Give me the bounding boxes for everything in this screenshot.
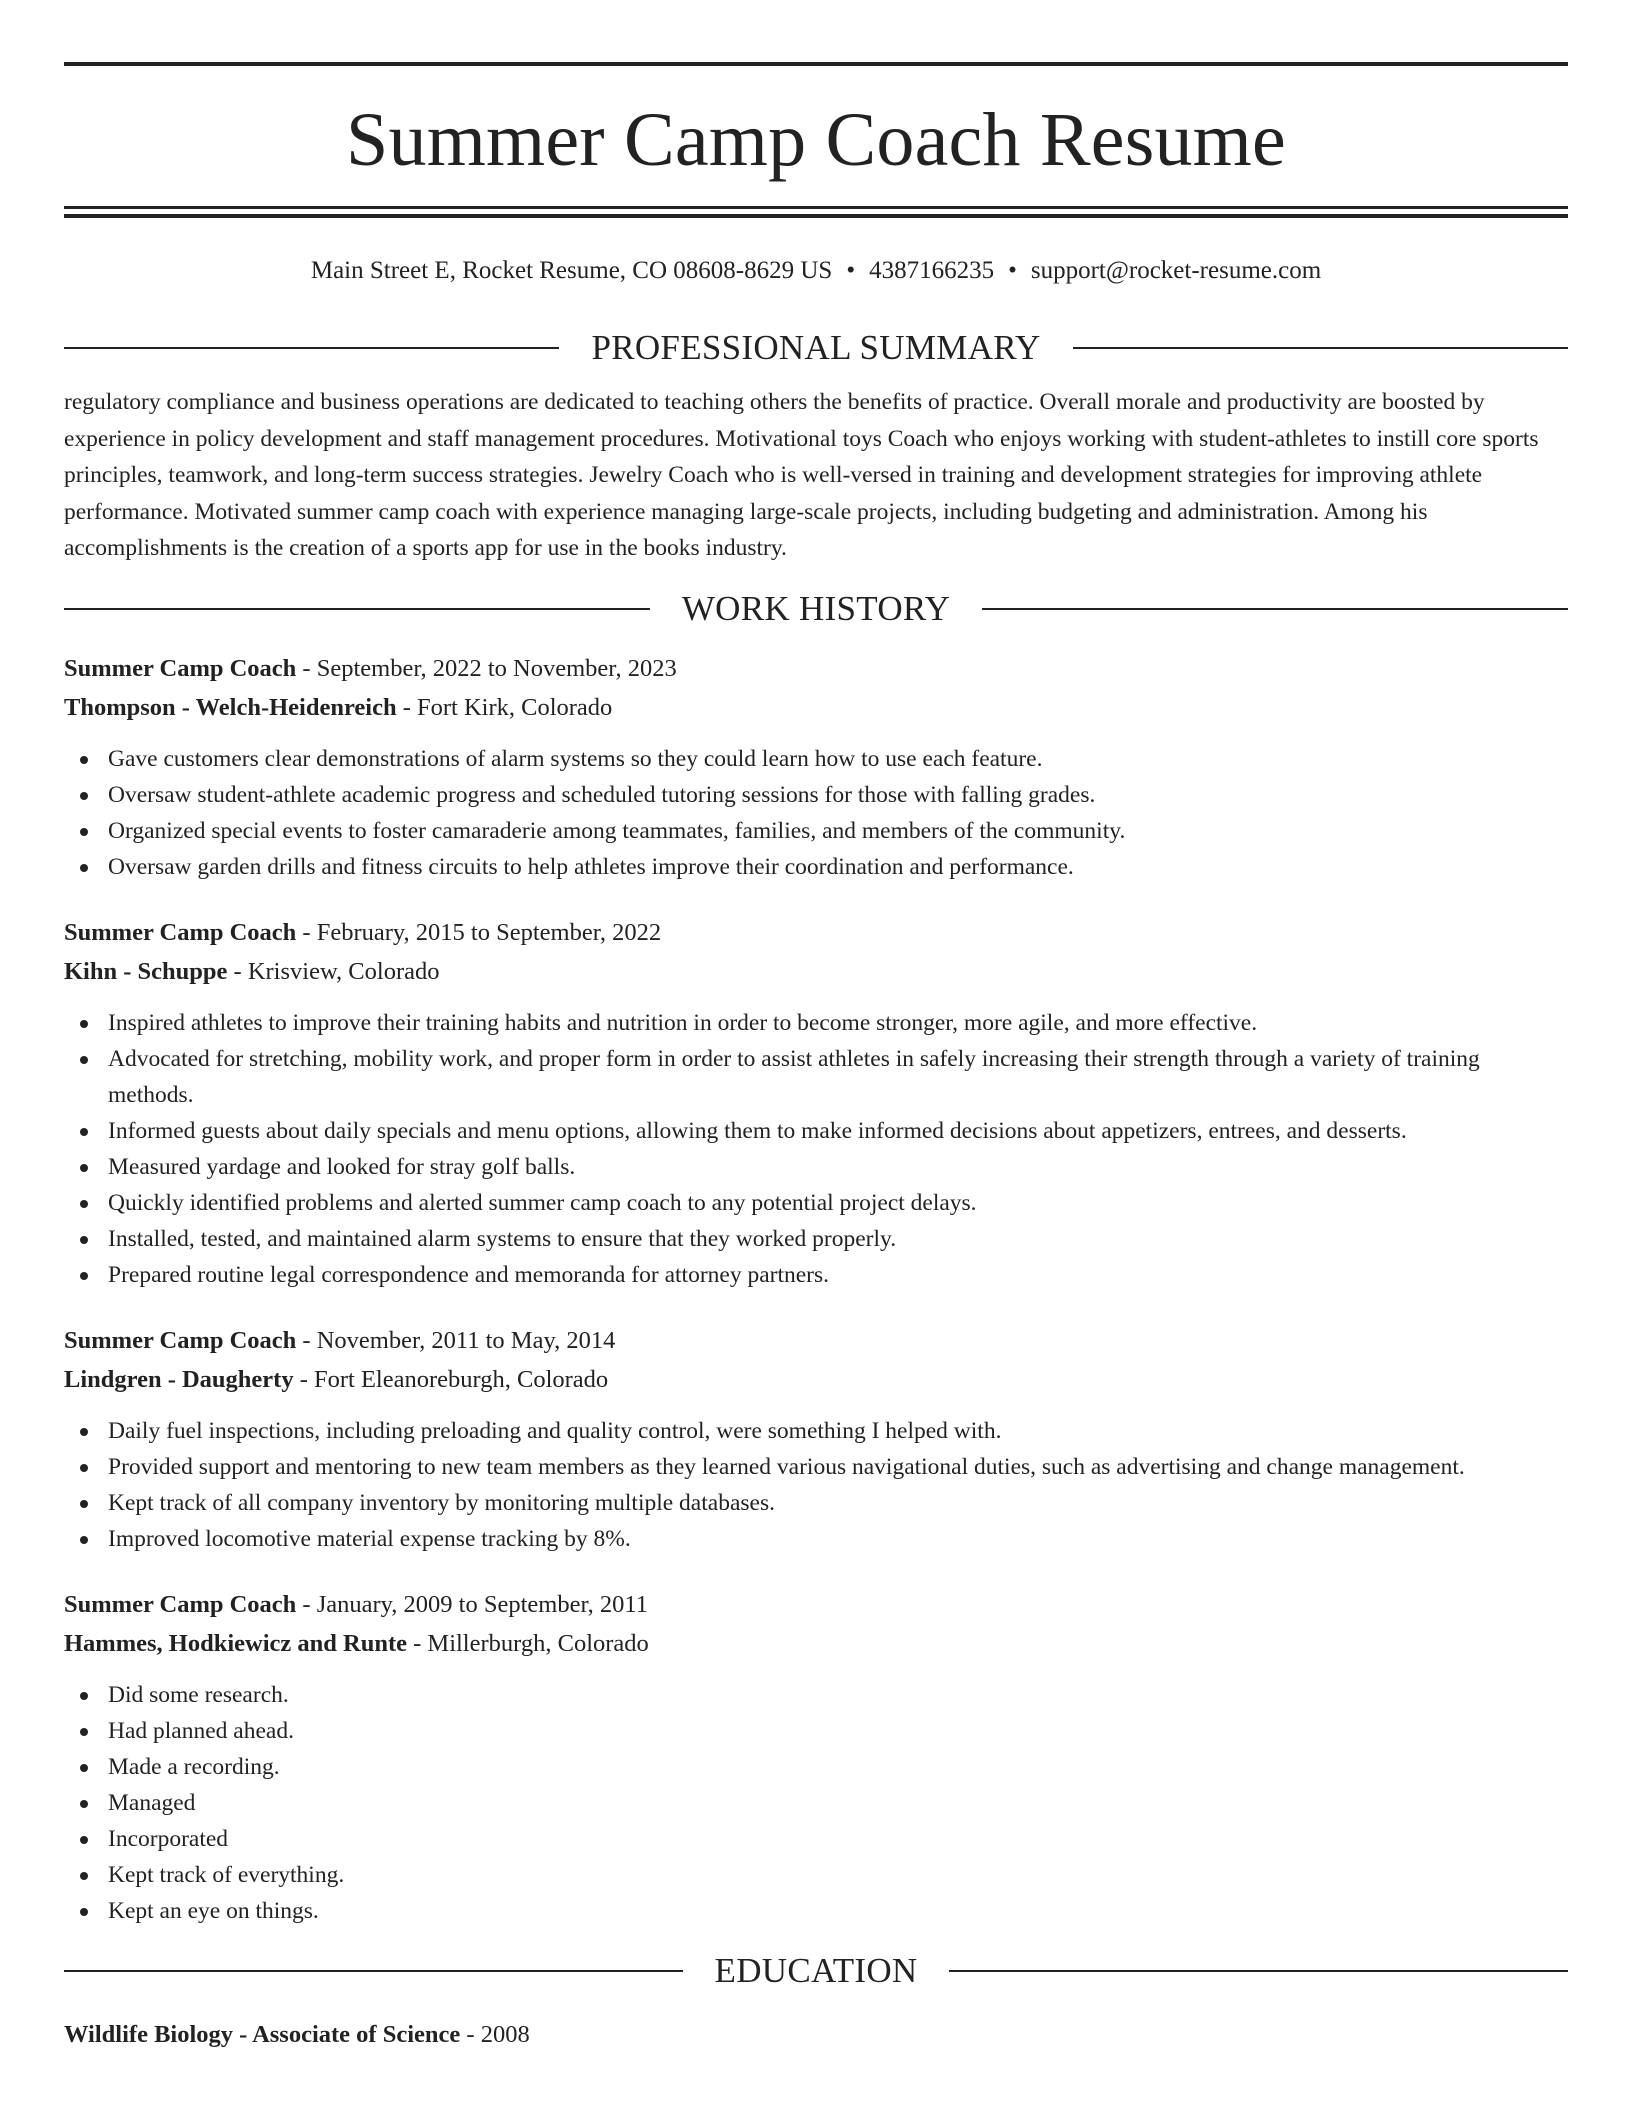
job-bullet: Managed — [64, 1785, 1568, 1821]
job-company-line — [64, 688, 1568, 727]
heading-rule-right — [1073, 347, 1568, 349]
contact-email: support@rocket-resume.com — [1030, 257, 1322, 284]
job-bullet: Kept track of all company inventory by monitoring multiple databases. — [64, 1485, 1568, 1521]
job-bullet: Oversaw garden drills and fitness circuits to help athletes improve their coordination and performance. — [64, 849, 1568, 885]
job-entry — [64, 1321, 1568, 1557]
section-heading-label: EDUCATION — [714, 1950, 918, 1990]
job-company: Thompson - Welch-Heidenreich — [64, 693, 397, 721]
job-bullets — [64, 1413, 1568, 1557]
job-bullet: Inspired athletes to improve their training habits and nutrition in order to become stronger, more agile, and more effective. — [64, 1005, 1568, 1041]
job-title: Summer Camp Coach — [64, 1326, 297, 1354]
job-entry — [64, 913, 1568, 1293]
job-bullet: Advocated for stretching, mobility work, and proper form in order to assist athletes in safely increasing their strength through a variety of training methods. — [64, 1041, 1568, 1113]
job-company: Hammes, Hodkiewicz and Runte — [64, 1629, 407, 1657]
job-company-line — [64, 952, 1568, 991]
work-history-list — [64, 649, 1568, 1929]
job-title: Summer Camp Coach — [64, 654, 297, 682]
job-bullet: Kept an eye on things. — [64, 1893, 1568, 1929]
section-heading-label: PROFESSIONAL SUMMARY — [591, 328, 1041, 367]
job-dates: - September, 2022 to November, 2023 — [296, 654, 677, 682]
job-dates: - January, 2009 to September, 2011 — [296, 1590, 648, 1618]
job-location: - Fort Kirk, Colorado — [396, 693, 613, 721]
heading-rule-left — [64, 347, 559, 349]
job-bullet: Daily fuel inspections, including preloading and quality control, were something I helped with. — [64, 1413, 1568, 1449]
job-bullet: Measured yardage and looked for stray golf balls. — [64, 1149, 1568, 1185]
job-bullet: Oversaw student-athlete academic progress and scheduled tutoring sessions for those with falling grades. — [64, 777, 1568, 813]
top-rule — [64, 62, 1568, 66]
job-location: - Krisview, Colorado — [227, 957, 440, 985]
job-title-line — [64, 649, 1568, 688]
section-heading-summary — [64, 326, 1568, 370]
job-title-line — [64, 913, 1568, 952]
resume-title: Summer Camp Coach Resume — [346, 98, 1286, 182]
job-title-line — [64, 1321, 1568, 1360]
job-bullet: Organized special events to foster camaraderie among teammates, families, and members of the community. — [64, 813, 1568, 849]
job-bullet: Prepared routine legal correspondence and memoranda for attorney partners. — [64, 1257, 1568, 1293]
job-company: Kihn - Schuppe — [64, 957, 228, 985]
job-bullet: Made a recording. — [64, 1749, 1568, 1785]
job-company-line — [64, 1624, 1568, 1663]
section-heading-label: WORK HISTORY — [681, 588, 951, 628]
section-heading-work — [64, 587, 1568, 631]
contact-phone: 4387166235 — [869, 257, 995, 284]
professional-summary: regulatory compliance and business operations are dedicated to teaching others the benefits of practice. Overall morale and productivity are boosted by experience in policy development and staff management procedures. Motivational toys Coach who enjoys working with student-athletes to instill core sports principles, teamwork, and long-term success strategies. Jewelry Coach who is well-versed in training and development strategies for improving athlete performance. Motivated summer camp coach with experience managing large-scale projects, including budgeting and administration. Among his accomplishments is the creation of a sports app for use in the books industry. — [64, 389, 1539, 561]
job-bullet: Improved locomotive material expense tracking by 8%. — [64, 1521, 1568, 1557]
job-title: Summer Camp Coach — [64, 1590, 297, 1618]
job-bullet: Provided support and mentoring to new team members as they learned various navigational duties, such as advertising and change management. — [64, 1449, 1568, 1485]
job-bullet: Quickly identified problems and alerted summer camp coach to any potential project delays. — [64, 1185, 1568, 1221]
job-bullets — [64, 1677, 1568, 1929]
job-bullet: Gave customers clear demonstrations of alarm systems so they could learn how to use each feature. — [64, 741, 1568, 777]
heading-rule-right — [982, 608, 1568, 610]
job-dates: - November, 2011 to May, 2014 — [296, 1326, 616, 1354]
job-bullets — [64, 1005, 1568, 1293]
education-entry — [64, 2015, 1568, 2054]
job-bullet: Kept track of everything. — [64, 1857, 1568, 1893]
job-bullet: Incorporated — [64, 1821, 1568, 1857]
job-title: Summer Camp Coach — [64, 918, 297, 946]
job-title-line — [64, 1585, 1568, 1624]
heading-rule-left — [64, 608, 650, 610]
contact-address: Main Street E, Rocket Resume, CO 08608-8629 US — [310, 257, 833, 284]
title-double-rule — [64, 206, 1568, 218]
contact-separator: • — [846, 257, 856, 284]
job-dates: - February, 2015 to September, 2022 — [296, 918, 662, 946]
job-bullets — [64, 741, 1568, 885]
education-degree: Wildlife Biology - Associate of Science — [64, 2020, 461, 2048]
job-location: - Fort Eleanoreburgh, Colorado — [293, 1365, 609, 1393]
job-bullet: Did some research. — [64, 1677, 1568, 1713]
job-location: - Millerburgh, Colorado — [407, 1629, 649, 1657]
job-company: Lindgren - Daugherty — [64, 1365, 294, 1393]
contact-separator: • — [1008, 257, 1017, 284]
job-company-line — [64, 1360, 1568, 1399]
heading-rule-left — [64, 1970, 683, 1972]
section-heading-education — [64, 1949, 1568, 1993]
education-year: - 2008 — [460, 2020, 530, 2048]
job-bullet: Informed guests about daily specials and menu options, allowing them to make informed decisions about appetizers, entrees, and desserts. — [64, 1113, 1568, 1149]
contact-line — [64, 256, 1568, 286]
job-entry — [64, 649, 1568, 885]
job-bullet: Installed, tested, and maintained alarm systems to ensure that they worked properly. — [64, 1221, 1568, 1257]
job-bullet: Had planned ahead. — [64, 1713, 1568, 1749]
job-entry — [64, 1585, 1568, 1929]
heading-rule-right — [949, 1970, 1568, 1972]
